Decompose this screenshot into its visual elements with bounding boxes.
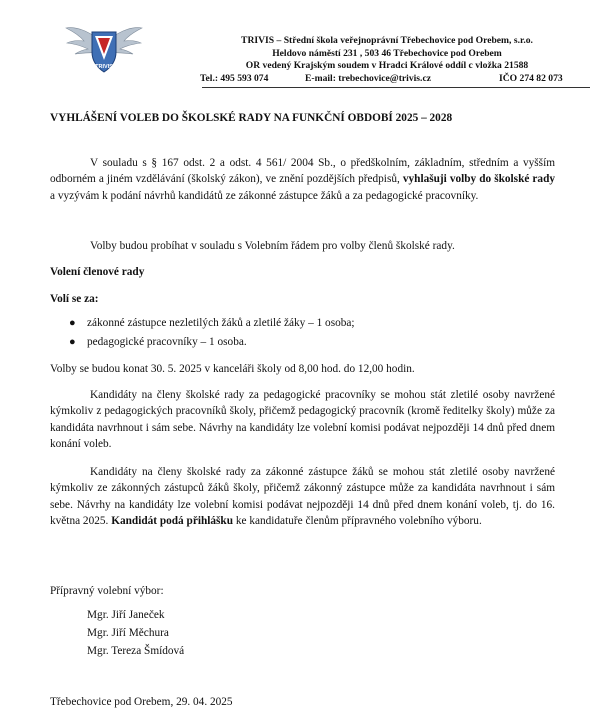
place-and-date: Třebechovice pod Orebem, 29. 04. 2025 [50,696,233,708]
school-info [202,35,572,73]
bullet-icon: ● [69,336,76,348]
election-time: Volby se budou konat 30. 5. 2025 v kanceláři školy od 8,00 hod. do 12,00 hodin. [50,363,415,375]
letterhead [52,8,572,90]
parents-candidates-paragraph: Kandidáty na členy školské rady za zákonné zástupce žáků se mohou stát zletilé osoby navržené kýmkoliv ze zákonných zástupců žáků školy, přičemž zákonný zástupce může za kandidáta navrhnout i sám sebe. Návrhy na kandidáty lze volební komisi podávat nejpozději 14 dnů před dnem konání voleb, tj. do 16. května 2025. Kandidát podá přihlášku ke kandidatuře členům přípravného volebního výboru. [50,466,555,527]
committee-member: Mgr. Jiří Měchura [87,627,169,639]
school-address: Heldovo náměstí 231 , 503 46 Třebechovice pod Orebem [272,47,502,59]
section-heading: Volení členové rady [50,266,145,278]
intro-paragraph [50,155,555,204]
company-id: IČO 274 82 073 [499,73,563,84]
logo-wordmark: TRIVIS [95,64,113,70]
list-item: ● zákonné zástupce nezletilých žáků a zletilé žáky – 1 osoba; [69,317,355,329]
committee-members [87,606,184,660]
email-address: E-mail: trebechovice@trivis.cz [305,73,431,84]
rules-sentence: Volby budou probíhat v souladu s Volebním řádem pro volby členů školské rady. [90,240,455,252]
header-divider [202,87,590,88]
document-title: VYHLÁŠENÍ VOLEB DO ŠKOLSKÉ RADY NA FUNKČNÍ OBDOBÍ 2025 – 2028 [50,112,453,124]
teachers-candidates-paragraph: Kandidáty na členy školské rady za pedagogické pracovníky se mohou stát zletilé osoby navržené kýmkoliv z pedagogických pracovníků školy, přičemž pedagogický pracovník (kromě ředitelky školy) může za kandidáta navrhnout i sám sebe. Návrhy na kandidáty lze volební komisi podávat nejpozději 14 dnů před dnem konání voleb. [50,389,555,450]
committee-member: Mgr. Jiří Janeček [87,609,165,621]
intro-bold-declaration: vyhlašuji volby do školské rady [402,173,556,186]
application-note-bold: Kandidát podá přihlášku [111,514,233,527]
committee-member: Mgr. Tereza Šmídová [87,645,185,657]
school-logo [64,16,144,80]
representation-list [50,317,550,355]
elect-heading: Volí se za: [50,293,99,305]
bullet-icon: ● [69,317,76,329]
intro-text-start: V souladu s § 167 odst. 2 a odst. 4 561/ 2004 Sb., o předškolním, základním, středním a vyšším odborném a jiném vzdělávání (školský zákon), ve znění pozdějších předpisů, [50,157,555,186]
list-item: ● pedagogické pracovníky – 1 osoba. [69,336,247,348]
committee-heading: Přípravný volební výbor: [50,585,164,597]
intro-text-end: a vyzývám k podání návrhů kandidátů ze zákonné zástupce žáků a za pedagogické pracovníky. [50,189,479,202]
school-name: TRIVIS – Střední škola veřejnoprávní Třebechovice pod Orebem, s.r.o. [241,35,533,46]
registry-info: OR vedený Krajským soudem v Hradci Králové oddíl c vložka 21588 [245,60,529,72]
phone-number: Tel.: 495 593 074 [200,73,269,84]
